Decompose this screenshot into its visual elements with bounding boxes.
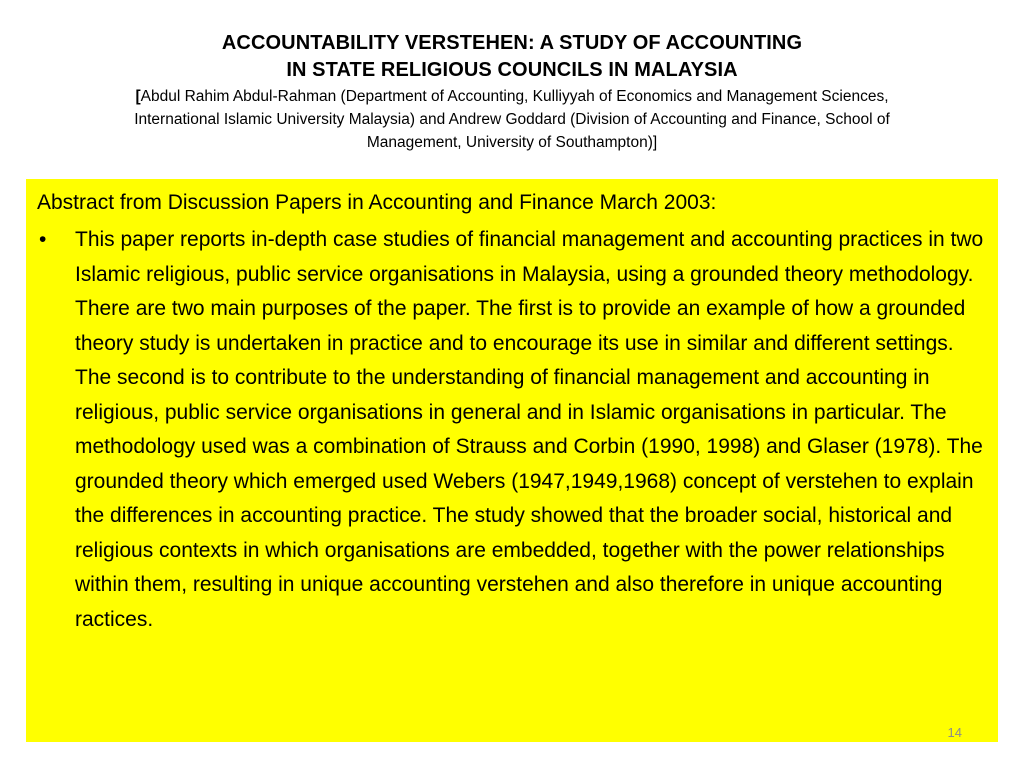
authors-open-bracket: [ — [135, 88, 141, 105]
slide-title-line-2: IN STATE RELIGIOUS COUNCILS IN MALAYSIA — [286, 59, 738, 81]
authors-line-1 — [40, 85, 984, 108]
abstract-heading: Abstract from Discussion Papers in Accounting and Finance March 2003: — [37, 191, 717, 214]
abstract-bullet — [37, 223, 988, 637]
authors-affiliation — [40, 85, 984, 154]
slide-title-block — [40, 30, 984, 154]
abstract-body: This paper reports in-depth case studies of financial management and accounting practices in two Islamic religious, public service organisations in Malaysia, using a grounded theory methodology. There are two main purposes of the paper. The first is to provide an example of how a grounded theory study is undertaken in practice and to encourage its use in similar and different settings. The second is to contribute to the understanding of financial management and accounting in religious, public service organisations in general and in Islamic organisations in particular. The methodology used was a combination of Strauss and Corbin (1990, 1998) and Glaser (1978). The grounded theory which emerged used Webers (1947,1949,1968) concept of verstehen to explain the differences in accounting practice. The study showed that the broader social, historical and religious contexts in which organisations are embedded, together with the power relationships within them, resulting in unique accounting verstehen and also therefore in unique accounting ractices. — [75, 228, 984, 631]
authors-line-1-text: Abdul Rahim Abdul-Rahman (Department of Accounting, Kulliyyah of Economics and Management Sciences, — [140, 88, 889, 105]
abstract-box — [26, 179, 998, 742]
page-number: 14 — [947, 725, 962, 740]
authors-line-3: Management, University of Southampton)] — [366, 134, 658, 151]
slide-title-line-1: ACCOUNTABILITY VERSTEHEN: A STUDY OF ACCOUNTING — [221, 32, 803, 54]
bullet-icon: • — [39, 228, 47, 251]
authors-line-2: International Islamic University Malaysia) and Andrew Goddard (Division of Accounting and Finance, School of — [134, 111, 890, 128]
